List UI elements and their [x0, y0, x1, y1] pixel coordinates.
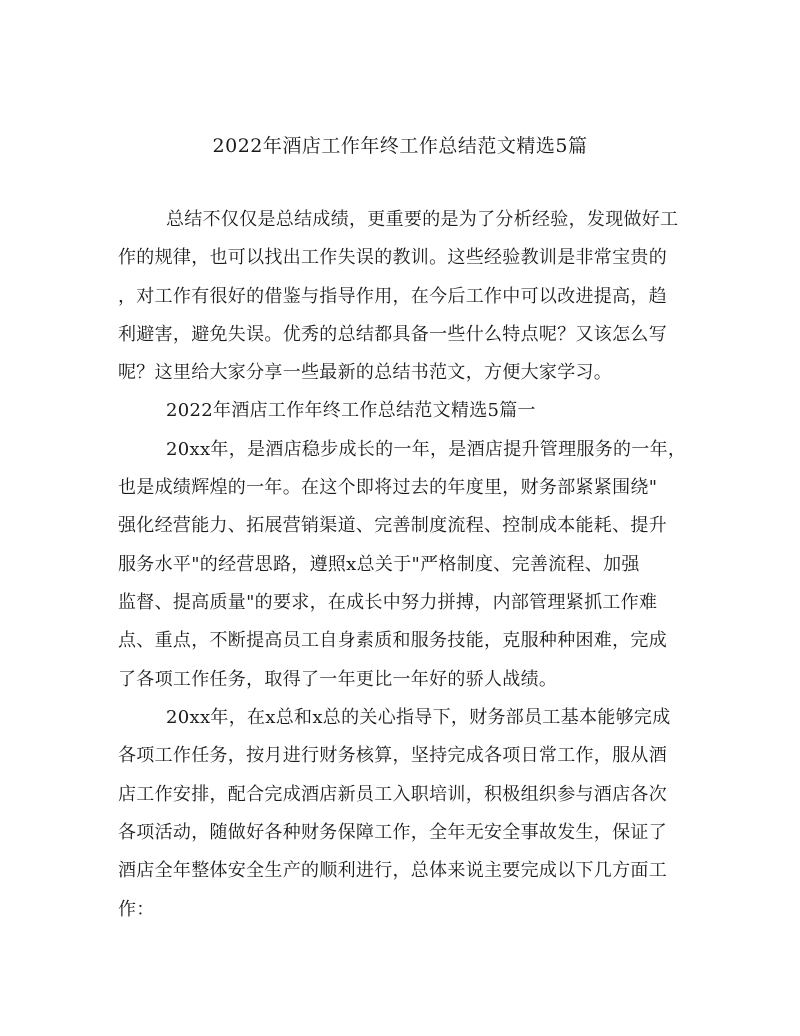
paragraph-line: 了各项工作任务，取得了一年更比一年好的骄人战绩。: [118, 669, 558, 690]
paragraph-line: 各项工作任务，按月进行财务核算，坚持完成各项日常工作，服从酒: [118, 745, 667, 766]
paragraph-line: 点、重点，不断提高员工自身素质和服务技能，克服种种困难，完成: [118, 630, 667, 651]
paragraph-line: 各项活动，随做好各种财务保障工作，全年无安全事故发生，保证了: [118, 822, 667, 843]
paragraph-line: 20xx年，在x总和x总的关心指导下，财务部员工基本能够完成: [166, 707, 671, 728]
paragraph-line: 20xx年，是酒店稳步成长的一年，是酒店提升管理服务的一年，: [166, 439, 687, 460]
paragraph-line: 作：: [118, 899, 155, 920]
paragraph-line: 强化经营能力、拓展营销渠道、完善制度流程、控制成本能耗、提升: [118, 515, 667, 536]
paragraph-line: 利避害，避免失误。优秀的总结都具备一些什么特点呢？又该怎么写: [118, 324, 667, 345]
paragraph-line: 店工作安排，配合完成酒店新员工入职培训，积极组织参与酒店各次: [118, 784, 667, 805]
paragraph-line: 服务水平"的经营思路，遵照x总关于"严格制度、完善流程、加强: [118, 554, 640, 575]
paragraph-line: 酒店全年整体安全生产的顺利进行，总体来说主要完成以下几方面工: [118, 860, 667, 881]
paragraph-line: 总结不仅仅是总结成绩，更重要的是为了分析经验，发现做好工: [166, 209, 679, 230]
paragraph-line: 也是成绩辉煌的一年。在这个即将过去的年度里，财务部紧紧围绕": [118, 477, 658, 498]
paragraph-line: 监督、提高质量"的要求，在成长中努力拼搏，内部管理紧抓工作难: [118, 592, 658, 613]
paragraph-line: 作的规律，也可以找出工作失误的教训。这些经验教训是非常宝贵的: [118, 247, 667, 268]
paragraph-line: ，对工作有很好的借鉴与指导作用，在今后工作中可以改进提高，趋: [118, 286, 667, 307]
paragraph-line: 呢？这里给大家分享一些最新的总结书范文，方便大家学习。: [118, 362, 613, 383]
document-title: 2022年酒店工作年终工作总结范文精选5篇: [212, 135, 588, 157]
section-heading: 2022年酒店工作年终工作总结范文精选5篇一: [166, 400, 536, 421]
